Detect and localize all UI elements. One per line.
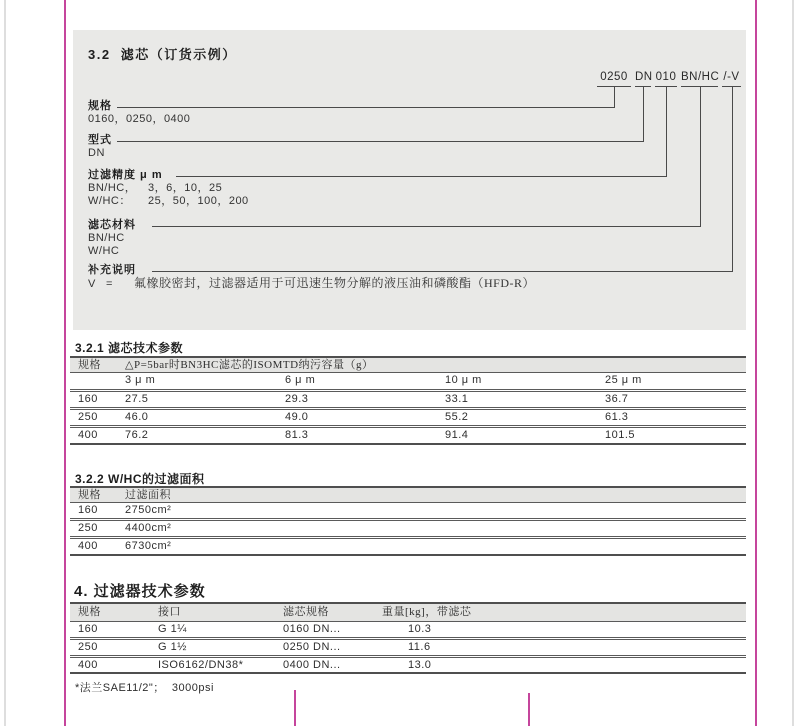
- connector-hline-precision: [176, 176, 666, 177]
- col-header-element: 滤芯规格: [283, 606, 329, 618]
- connector-vline: [614, 86, 615, 108]
- col-header-spec: 规格: [78, 489, 101, 501]
- cell-value: 76.2: [125, 429, 149, 441]
- cell-port: G 1½: [158, 641, 187, 653]
- order-code-segment-type: [635, 71, 651, 87]
- crop-mark-right: [755, 0, 757, 726]
- precision-values: 25，50，100，200: [148, 195, 249, 207]
- table-subheader-row: [70, 373, 746, 388]
- precision-key: W/HC：: [88, 195, 131, 207]
- note-text: 氟橡胶密封，过滤器适用于可迅速生物分解的液压油和磷酸酯（HFD-R）: [134, 276, 536, 290]
- subheader-6um: 6 μ m: [285, 374, 316, 386]
- connector-hline-type: [117, 141, 643, 142]
- cell-value: 6730cm²: [125, 540, 172, 552]
- table-header-band: [70, 604, 746, 621]
- table-filter-parameters: [70, 602, 746, 674]
- table-row: [70, 410, 746, 425]
- col-header-port: 接口: [158, 606, 181, 618]
- subheader-3um: 3 μ m: [125, 374, 156, 386]
- table-row: [70, 658, 746, 672]
- connector-vline: [666, 86, 667, 177]
- connector-hline-note: [152, 271, 732, 272]
- precision-values: 3，6，10，25: [148, 182, 223, 194]
- note-equals: =: [106, 278, 113, 290]
- field-label-spec: 规格: [88, 100, 112, 112]
- table-row: [70, 428, 746, 443]
- cell-value: 46.0: [125, 411, 149, 423]
- field-value-spec: 0160，0250，0400: [88, 113, 191, 125]
- cell-value: 91.4: [445, 429, 469, 441]
- precision-key: BN/HC，: [88, 182, 137, 194]
- cell-element: 0160 DN...: [283, 623, 341, 635]
- table-filter-area: [70, 486, 746, 556]
- section-heading-4: 4. 过滤器技术参数: [74, 583, 206, 600]
- cell-spec: 400: [78, 540, 98, 552]
- cell-spec: 400: [78, 659, 98, 671]
- table-row: [70, 622, 746, 637]
- table-header-band: [70, 488, 746, 502]
- subheader-25um: 25 μ m: [605, 374, 642, 386]
- note-key: V: [88, 278, 96, 290]
- connector-hline-spec: [117, 107, 614, 108]
- cell-weight: 11.6: [408, 641, 431, 653]
- ordering-title: 3.2 滤芯（订货示例）: [88, 47, 237, 62]
- cell-element: 0400 DN...: [283, 659, 341, 671]
- cell-value: 29.3: [285, 393, 309, 405]
- field-value-type: DN: [88, 147, 105, 159]
- cell-port: ISO6162/DN38*: [158, 659, 244, 671]
- cell-spec: 400: [78, 429, 98, 441]
- order-code-text: BN/HC: [681, 71, 720, 83]
- cell-value: 101.5: [605, 429, 636, 441]
- table-row: [70, 503, 746, 518]
- cell-value: 2750cm²: [125, 504, 172, 516]
- section-heading-321: 3.2.1 滤芯技术参数: [75, 341, 184, 355]
- col-header-spec: 规格: [78, 359, 101, 371]
- field-label-note: 补充说明: [88, 264, 136, 276]
- cell-value: 27.5: [125, 393, 149, 405]
- connector-vline: [700, 86, 701, 227]
- cell-weight: 10.3: [408, 623, 432, 635]
- order-code-segment-size: [597, 71, 631, 87]
- section-heading-322: 3.2.2 W/HC的过滤面积: [75, 472, 205, 486]
- cell-spec: 160: [78, 504, 98, 516]
- table-rule: [70, 672, 746, 674]
- field-value-material-2: W/HC: [88, 245, 120, 257]
- field-value-precision-bnhc: [88, 182, 222, 194]
- cell-value: 36.7: [605, 393, 629, 405]
- order-code-segment-seal: [722, 71, 741, 87]
- connector-vline: [732, 86, 733, 272]
- order-code-text: DN: [635, 71, 653, 83]
- cell-value: 61.3: [605, 411, 629, 423]
- ordering-example-panel: [73, 30, 746, 330]
- cell-value: 33.1: [445, 393, 469, 405]
- order-code-text: 0250: [600, 71, 628, 83]
- cell-spec: 250: [78, 641, 98, 653]
- connector-hline-material: [152, 226, 700, 227]
- flange-footnote: *法兰SAE11/2"； 3000psi: [75, 682, 214, 694]
- order-code-text: /-V: [723, 71, 740, 83]
- order-code-segment-micron: [655, 71, 677, 87]
- col-header-spec: 规格: [78, 606, 101, 618]
- cell-spec: 250: [78, 411, 98, 423]
- crop-mark-left: [64, 0, 66, 726]
- col-header-area: 过滤面积: [125, 489, 171, 501]
- table-row: [70, 539, 746, 554]
- field-value-material-1: BN/HC: [88, 232, 125, 244]
- field-label-precision: 过滤精度 μ m: [88, 169, 163, 181]
- page-edge-line-left: [4, 0, 6, 726]
- col-header-weight: 重量[kg]，带滤芯: [382, 606, 472, 618]
- page-edge-line-right: [792, 0, 794, 726]
- order-code-text: 010: [655, 71, 677, 83]
- cell-element: 0250 DN...: [283, 641, 341, 653]
- cell-port: G 1¼: [158, 623, 187, 635]
- field-label-material: 滤芯材料: [88, 219, 136, 231]
- order-code-segment-material: [681, 71, 718, 87]
- connector-vline: [643, 86, 644, 142]
- cell-value: 4400cm²: [125, 522, 172, 534]
- field-label-type: 型式: [88, 134, 112, 146]
- table-row: [70, 521, 746, 536]
- table-row: [70, 392, 746, 407]
- cell-spec: 160: [78, 623, 98, 635]
- field-value-precision-whc: [88, 195, 249, 207]
- table-rule: [70, 443, 746, 445]
- table-header-band: [70, 358, 746, 372]
- cell-weight: 13.0: [408, 659, 432, 671]
- table-rule: [70, 554, 746, 556]
- table-row: [70, 640, 746, 655]
- subheader-10um: 10 μ m: [445, 374, 482, 386]
- col-header-capacity: △P=5bar时BN3HC滤芯的ISOMTD纳污容量（g）: [125, 359, 374, 371]
- crop-mark-bottom-1: [294, 690, 296, 726]
- cell-spec: 160: [78, 393, 98, 405]
- crop-mark-bottom-2: [528, 693, 530, 726]
- cell-value: 49.0: [285, 411, 309, 423]
- cell-value: 81.3: [285, 429, 309, 441]
- cell-spec: 250: [78, 522, 98, 534]
- table-element-parameters: [70, 356, 746, 446]
- cell-value: 55.2: [445, 411, 469, 423]
- field-value-note: [88, 277, 535, 290]
